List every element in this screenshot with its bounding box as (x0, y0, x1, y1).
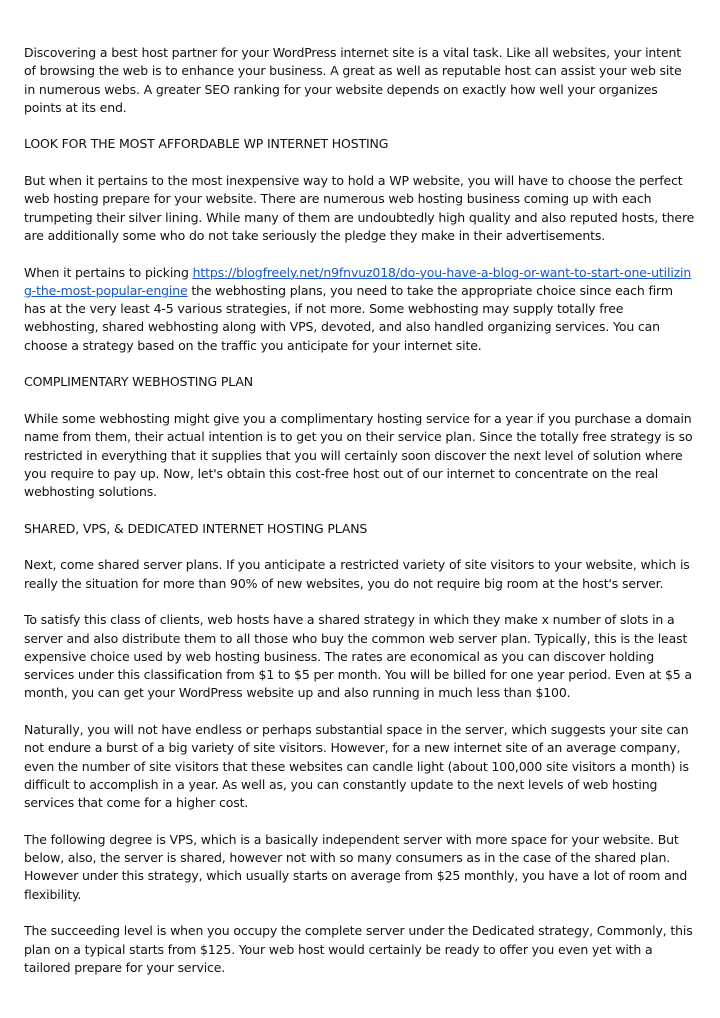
paragraph-vps: The following degree is VPS, which is a basically independent server with more space for your website. But below, also, the server is shared, however not with so many consumers as in the case of the shared plan. However under this strategy, which usually starts on average from $25 monthly, you have a lot of room and flexibility. (24, 831, 688, 902)
paragraph-dedicated: The succeeding level is when you occupy the complete server under the Dedicated strategy, Commonly, this plan on a typical starts from $125. Your web host would certainly be ready to offer you even yet with a tailored prepare for your service. (24, 923, 693, 975)
section-heading-affordable-hosting: LOOK FOR THE MOST AFFORDABLE WP INTERNET HOSTING (24, 136, 389, 152)
section-heading-hosting-plans: SHARED, VPS, & DEDICATED INTERNET HOSTING PLANS (24, 520, 368, 536)
paragraph-shared-plans: Next, come shared server plans. If you anticipate a restricted variety of site visitors to your website, which is really the situation for more than 90% of new websites, you do not require big room at the host's server. (24, 557, 690, 591)
intro-paragraph: Discovering a best host partner for your WordPress internet site is a vital task. Like all websites, your intent of browsing the web is to enhance your business. A great as well as reputable host can assist your web site in numerous webs. A greater SEO ranking for your website depends on exactly how well your organizes points at its end. (24, 45, 682, 115)
paragraph-picking-plans-lead: When it pertains to picking (24, 264, 193, 280)
paragraph-complimentary-hosting: While some webhosting might give you a complimentary hosting service for a year if you purchase a domain name from them, their actual intention is to get you on their service plan. Since the totally free strategy is so restricted in everything that it supplies that you will certainly soon discover the next level of solution where you require to pay up. Now, let's obtain this cost-free host out of our internet to concentrate on the real webhosting solutions. (24, 410, 693, 500)
paragraph-picking-plans-rest: the webhosting plans, you need to take the appropriate choice since each firm has at the very least 4-5 various strategies, if not more. Some webhosting may supply totally free webhosting, shared webhosting along with VPS, devoted, and also handled organizing services. You can choose a strategy based on the traffic you anticipate for your internet site. (24, 282, 673, 353)
section-heading-complimentary-plan: COMPLIMENTARY WEBHOSTING PLAN (24, 374, 253, 390)
paragraph-cheapest-way: But when it pertains to the most inexpensive way to hold a WP website, you will have to choose the perfect web hosting prepare for your website. There are numerous web hosting business coming up with each trumpeting their silver lining. While many of them are undoubtedly high quality and also reputed hosts, there are additionally some who do not take seriously the pledge they make in their advertisements. (24, 173, 695, 243)
paragraph-picking-plans (24, 264, 696, 355)
paragraph-shared-strategy: To satisfy this class of clients, web hosts have a shared strategy in which they make x number of slots in a server and also distribute them to all those who buy the common web server plan. Typically, this is the least expensive choice used by web hosting business. The rates are economical as you can discover holding services under this classification from $1 to $5 per month. You will be billed for one year period. Even at $5 a month, you can get your WordPress website up and also running in much less than $100. (24, 612, 692, 701)
paragraph-limited-space: Naturally, you will not have endless or perhaps substantial space in the server, which suggests your site can not endure a burst of a big variety of site visitors. However, for a new internet site of an average company, even the number of site visitors that these websites can candle light (about 100,000 site visitors a month) is difficult to accomplish in a year. As well as, you can constantly update to the next levels of web hosting services that come for a higher cost. (24, 721, 689, 811)
blog-link[interactable]: https://blogfreely.net/n9fnvuz018/do-you-have-a-blog-or-want-to-start-one-utilizing-the-most-popular-engine (24, 264, 692, 298)
